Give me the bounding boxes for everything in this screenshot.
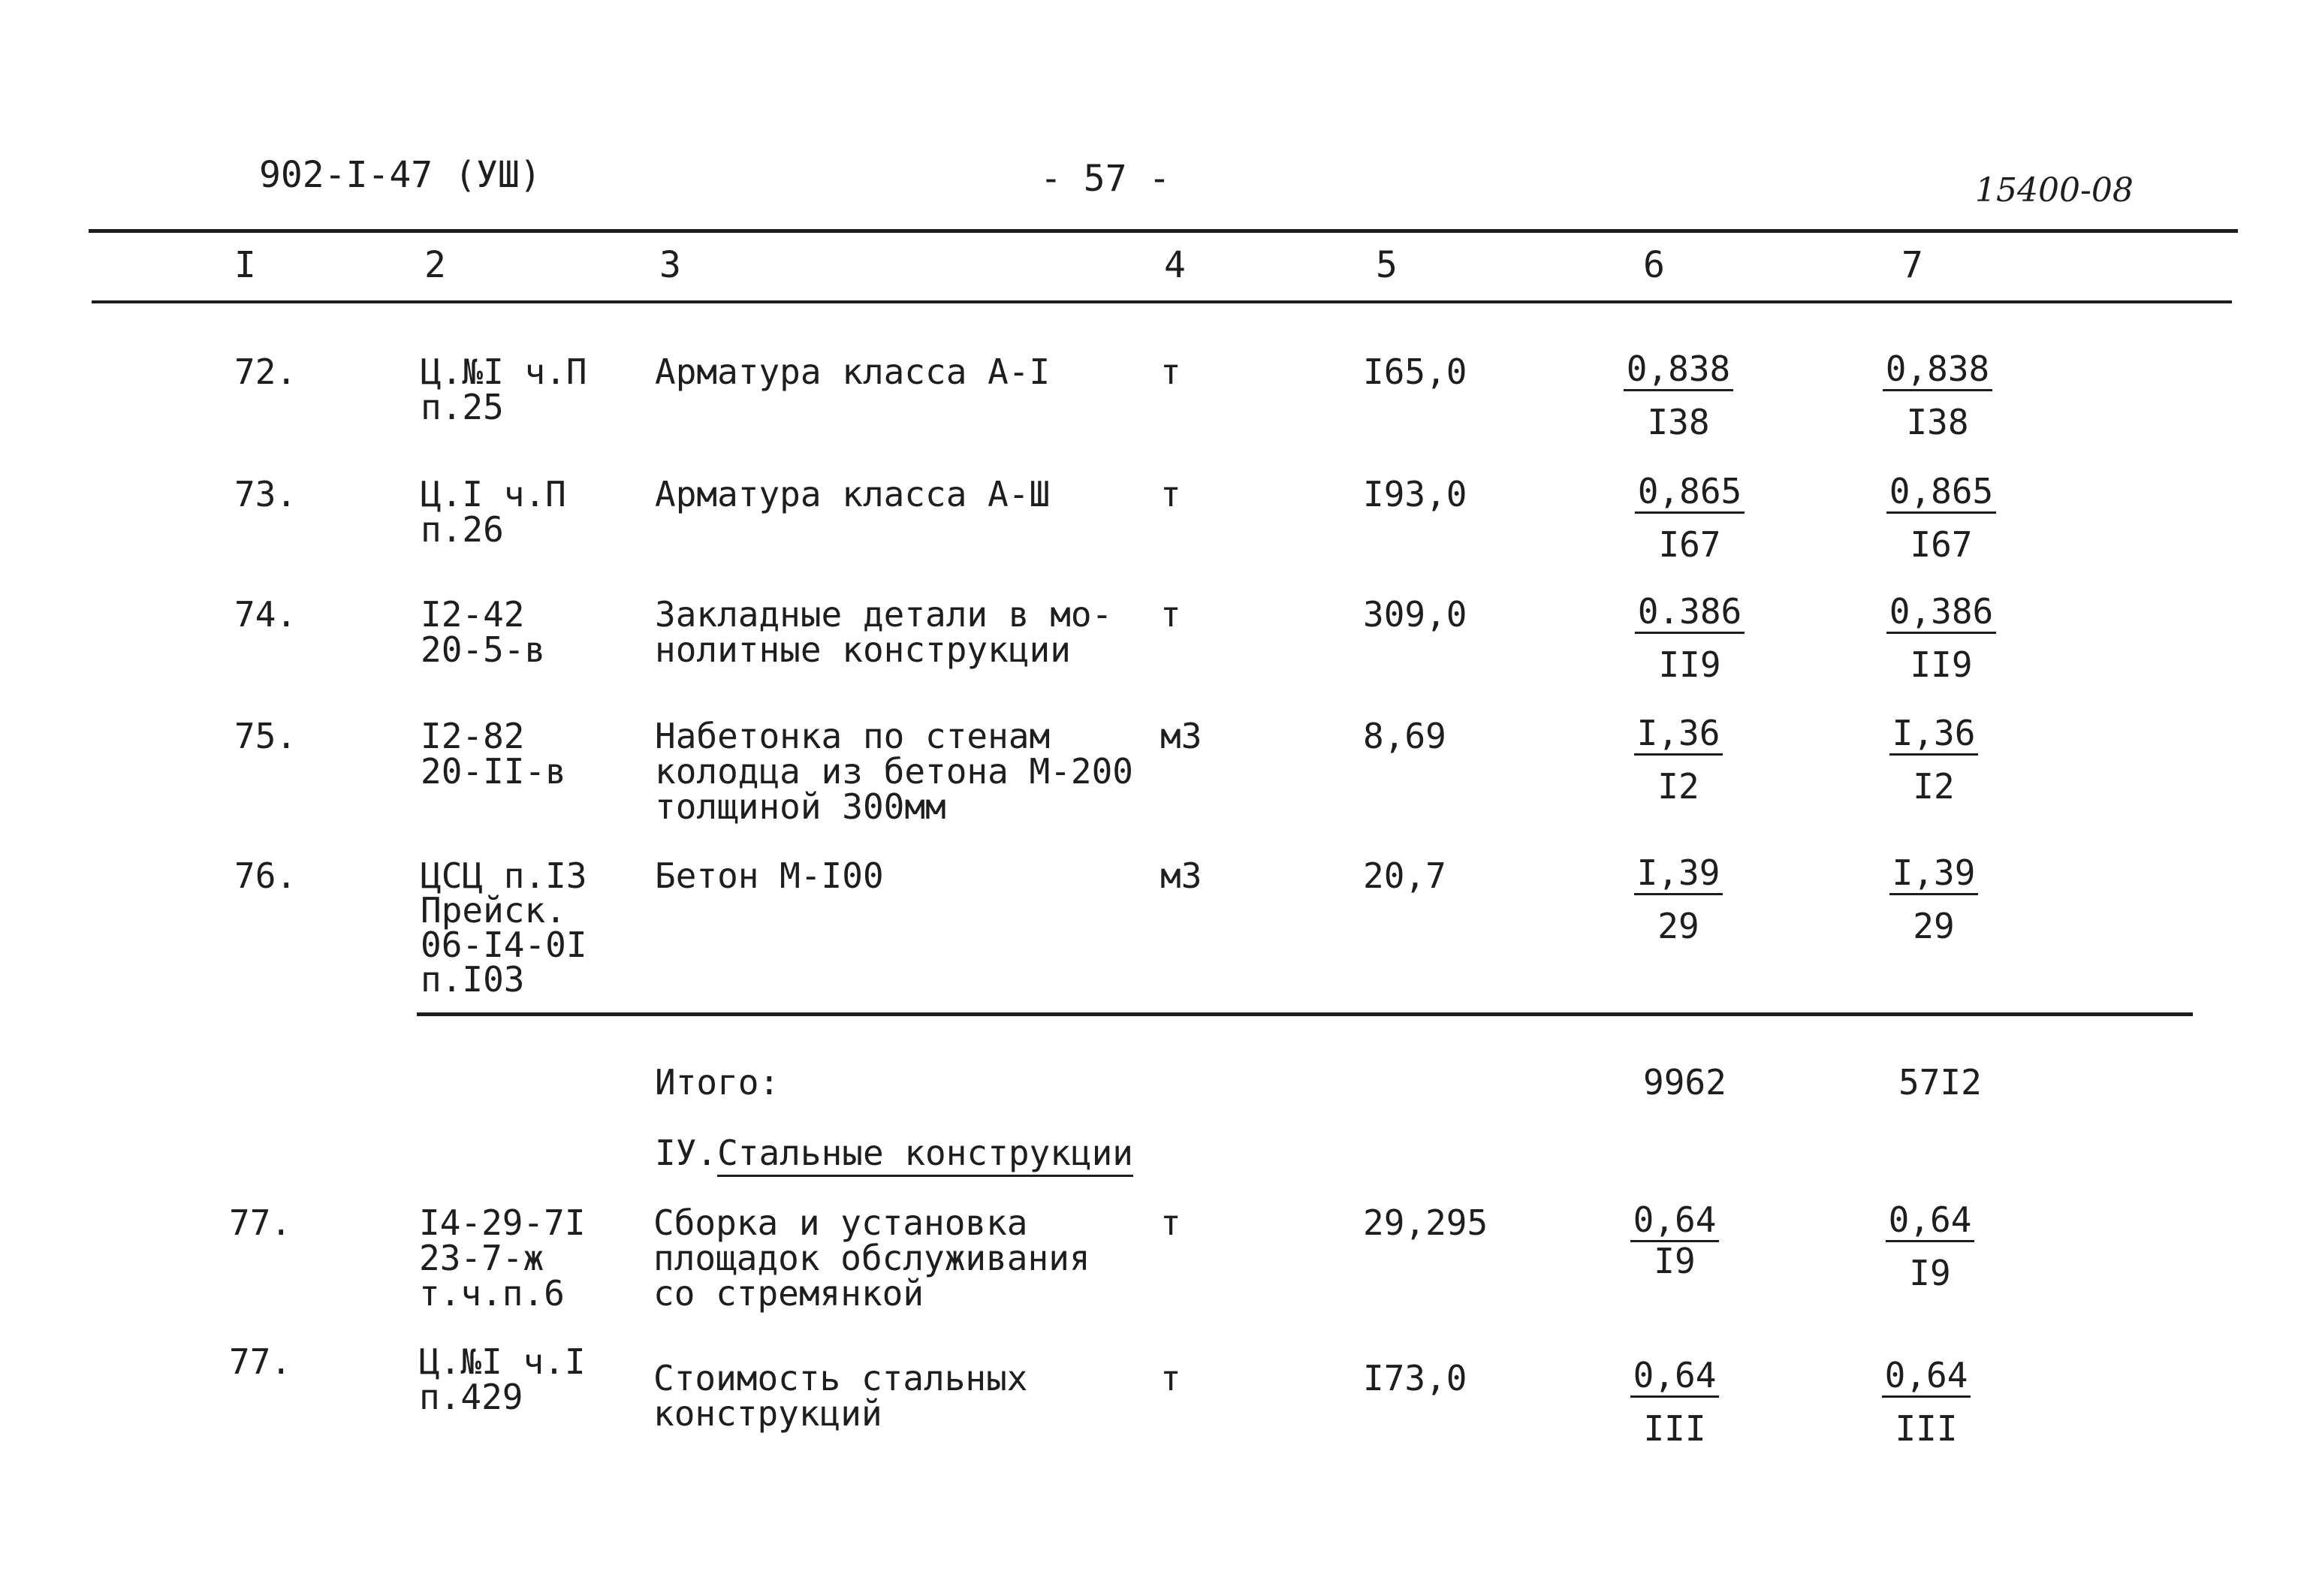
total-price-fraction (1866, 713, 2001, 807)
unit-price-fraction (1622, 591, 1757, 685)
column-header: 2 (424, 244, 446, 286)
price-numerator: 0,64 (1630, 1202, 1720, 1242)
norm-reference: Ц.I ч.П п.26 (421, 474, 566, 550)
price-numerator: I,36 (1634, 716, 1723, 756)
price-numerator: 0.386 (1635, 594, 1745, 634)
price-denominator: 29 (1913, 906, 1955, 946)
row-number: 76. (234, 855, 297, 896)
price-numerator: I,36 (1889, 716, 1979, 756)
quantity: 8,69 (1363, 716, 1446, 756)
norm-reference: I4-29-7I 23-7-ж т.ч.п.6 (419, 1202, 586, 1314)
price-numerator: 0,838 (1624, 351, 1733, 391)
price-numerator: 0,64 (1630, 1358, 1720, 1398)
price-numerator: 0,64 (1882, 1358, 1971, 1398)
price-numerator: 0,865 (1635, 474, 1745, 514)
section-title: Стальные конструкции (717, 1133, 1133, 1177)
price-numerator: 0,64 (1886, 1202, 1975, 1242)
total-price-fraction (1870, 348, 2005, 442)
item-description: Сборка и установка площадок обслуживания со стремянкой (653, 1202, 1090, 1314)
row-number: 72. (234, 351, 297, 392)
price-denominator: I2 (1657, 766, 1699, 807)
total-price-fraction (1874, 471, 2009, 565)
item-description: Арматура класса А-Ш (655, 474, 1051, 514)
totals-label: Итого: (655, 1062, 780, 1103)
column-header: 5 (1376, 244, 1398, 286)
price-denominator: I67 (1910, 524, 1973, 565)
price-denominator: I2 (1913, 766, 1955, 807)
section-heading (655, 1133, 1133, 1173)
price-numerator: 0,386 (1886, 594, 1996, 634)
price-denominator: I67 (1658, 524, 1721, 565)
quantity: I93,0 (1363, 474, 1467, 514)
norm-reference: I2-82 20-II-в (421, 716, 566, 792)
price-numerator: 0,838 (1883, 351, 1992, 391)
row-number: 77. (229, 1202, 292, 1243)
item-description: Бетон М-I00 (655, 855, 884, 896)
totals-col6: 9962 (1643, 1062, 1726, 1103)
unit-price-fraction (1607, 1355, 1742, 1449)
quantity: 309,0 (1363, 594, 1467, 635)
unit-price-fraction (1611, 348, 1746, 442)
unit-price-fraction (1622, 471, 1757, 565)
price-denominator: II9 (1910, 644, 1973, 685)
unit: т (1160, 1202, 1181, 1243)
unit: т (1160, 1358, 1181, 1398)
price-denominator: I38 (1906, 402, 1969, 442)
document-code: 902-I-47 (УШ) (259, 154, 541, 196)
item-description: Набетонка по стенам колодца из бетона М-200 толщиной 300мм (655, 716, 1133, 827)
unit-price-fraction (1611, 713, 1746, 807)
quantity: 20,7 (1363, 855, 1446, 896)
total-price-fraction (1859, 1355, 1994, 1449)
column-header: 6 (1643, 244, 1665, 286)
price-denominator: III (1895, 1408, 1958, 1449)
totals-col7: 57I2 (1898, 1062, 1982, 1103)
unit: т (1160, 474, 1181, 514)
price-denominator: II9 (1658, 644, 1721, 685)
row-number: 73. (234, 474, 297, 514)
norm-reference: Ц.№I ч.I п.429 (419, 1341, 586, 1417)
page-number: - 57 - (1040, 158, 1171, 200)
price-denominator: 29 (1657, 906, 1699, 946)
column-header: 4 (1164, 244, 1186, 286)
price-denominator: I9 (1909, 1253, 1951, 1293)
total-price-fraction (1874, 591, 2009, 685)
row-number: 77. (229, 1341, 292, 1382)
unit-price-fraction (1611, 852, 1746, 946)
norm-reference: Ц.№I ч.П п.25 (421, 351, 587, 427)
quantity: I73,0 (1363, 1358, 1467, 1398)
item-description: Арматура класса А-I (655, 351, 1051, 392)
section-prefix: IУ. (655, 1133, 718, 1173)
stamp-number: 15400-08 (1975, 171, 2134, 210)
item-description: Закладные детали в мо- нолитные конструкции (655, 594, 1113, 670)
quantity: 29,295 (1363, 1202, 1488, 1243)
unit: м3 (1160, 716, 1202, 756)
total-price-fraction (1862, 1199, 1998, 1293)
row-number: 74. (234, 594, 297, 635)
price-numerator: 0,865 (1886, 474, 1996, 514)
price-numerator: I,39 (1634, 855, 1723, 895)
norm-reference: I2-42 20-5-в (421, 594, 546, 670)
totals-rule (417, 1012, 2193, 1016)
total-price-fraction (1866, 852, 2001, 946)
column-header: 3 (659, 244, 681, 286)
row-number: 75. (234, 716, 297, 756)
unit: м3 (1160, 855, 1202, 896)
price-denominator: I38 (1647, 402, 1710, 442)
item-description: Стоимость стальных конструкций (653, 1358, 1028, 1434)
unit: т (1160, 351, 1181, 392)
price-denominator: III (1643, 1408, 1706, 1449)
quantity: I65,0 (1363, 351, 1467, 392)
unit: т (1160, 594, 1181, 635)
column-header: I (234, 244, 256, 286)
header-bottom-rule (92, 300, 2232, 303)
price-numerator: I,39 (1889, 855, 1979, 895)
norm-reference: ЦСЦ п.I3 Прейск. 06-I4-0I п.I03 (421, 855, 587, 1000)
price-denominator: I9 (1654, 1241, 1696, 1281)
top-rule (89, 229, 2238, 233)
column-header: 7 (1901, 244, 1923, 286)
unit-price-fraction (1607, 1199, 1742, 1281)
